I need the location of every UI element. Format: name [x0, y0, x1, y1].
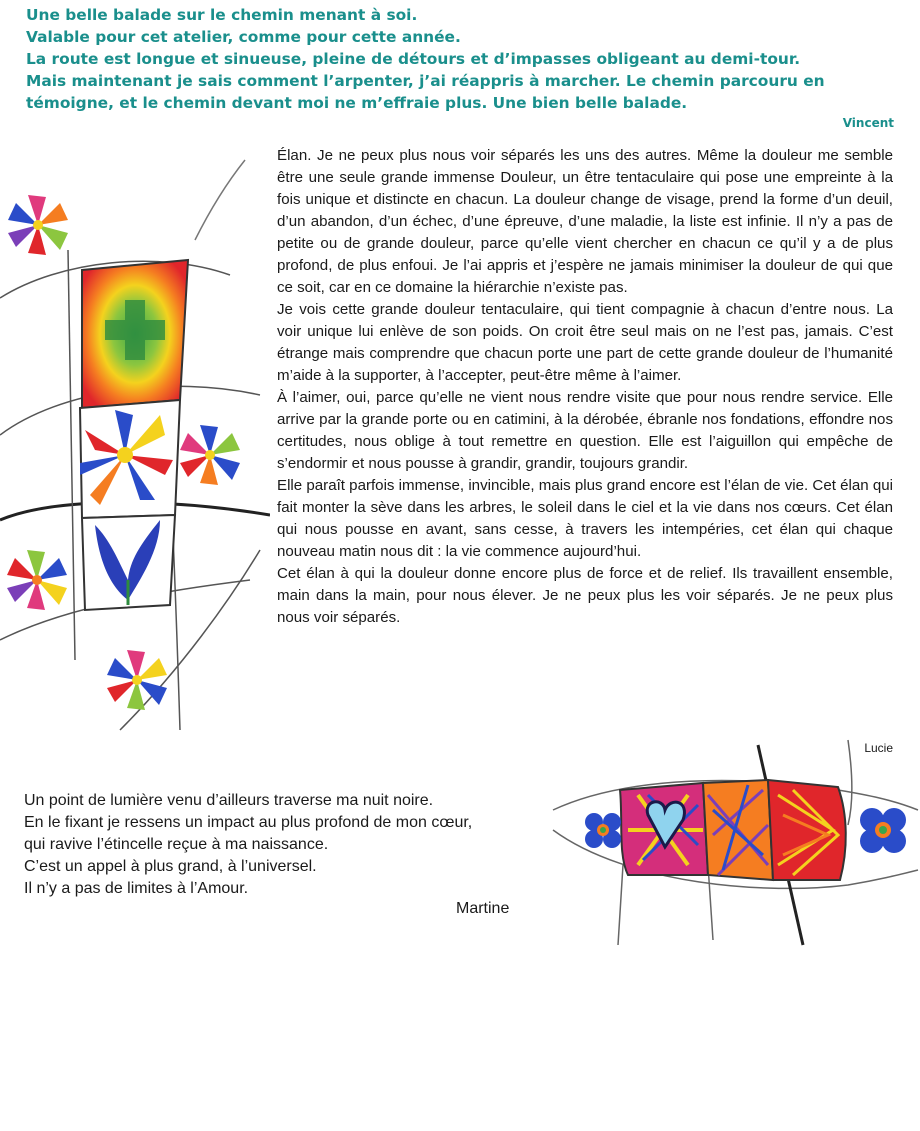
vincent-line: La route est longue et sinueuse, pleine de détours et d’impasses obligeant au demi-tour. [26, 50, 801, 68]
vincent-text [26, 4, 906, 114]
lucie-paragraph: Élan. Je ne peux plus nous voir séparés les uns des autres. Même la douleur me semble être une seule grande immense Douleur, un être tentaculaire qui pose une empreinte à la fois unique et distincte en chacun. La douleur change de visage, prend la forme d’un deuil, d’un abandon, d’un échec, d’une épreuve, d’une maladie, la liste est infinie. Il n’y a pas de petite ou de grande douleur, parce qu’elle vient chercher en chacun ce qu’il y a de plus profond, de plus enfoui. Je l’ai appris et j’espère ne jamais minimiser la douleur de qui que ce soit, car en ce domaine la hiérarchie n’existe pas. [277, 147, 893, 296]
heart-band-drawing [548, 735, 920, 950]
martine-line: C’est un appel à plus grand, à l’universel. [24, 858, 317, 875]
vincent-line: Mais maintenant je sais comment l’arpenter, j’ai réappris à marcher. Le chemin parcouru en témoigne, et le chemin devant moi ne m’effraie plus. Une bien belle balade. [26, 72, 825, 112]
martine-poem [24, 790, 584, 900]
lucie-paragraph: Cet élan à qui la douleur donne encore plus de force et de relief. Ils travaillent ensemble, main dans la main, pour nous élever. Je ne peux plus les voir séparés. Je ne peux plus nous voir séparés. [277, 565, 893, 626]
lucie-paragraph: À l’aimer, oui, parce qu’elle ne vient nous rendre visite que pour nous rendre service. Elle arrive par la grande porte ou en catimini, à la dérobée, ébranle nos fondations, effondre nos certitudes, nous oblige à tout remettre en question. Elle est l’aiguillon qui empêche de s’endormir et nous pousse à grandir, grandir, toujours grandir. [277, 389, 893, 472]
lucie-signature: Lucie [864, 741, 893, 755]
lucie-text [277, 145, 893, 629]
martine-line: qui ravive l’étincelle reçue à ma naissance. [24, 836, 329, 853]
lucie-paragraph: Elle paraît parfois immense, invincible, mais plus grand encore est l’élan de vie. Cet élan qui fait monter la sève dans les arbres, le soleil dans le ciel et la vie dans nos cœurs. Cet élan qui nous pousse en avant, sans cesse, à travers les intempéries, cet élan qui chaque nouveau matin nous dit : la vie commence aujourd’hui. [277, 477, 893, 560]
martine-line: Il n’y a pas de limites à l’Amour. [24, 880, 249, 897]
martine-line: Un point de lumière venu d’ailleurs traverse ma nuit noire. [24, 792, 434, 809]
martine-signature: Martine [456, 900, 510, 917]
flower-column-drawing [0, 150, 270, 740]
lucie-paragraph: Je vois cette grande douleur tentaculaire, qui tient compagnie à chacun d’entre nous. La voir unique lui enlève de son poids. On croit être seul mais on ne l’est pas, jamais. C’est étrange mais comprendre que chacun porte une part de cette grande douleur de l’humanité m’aide à la supporter, à l’accepter, peut-être même à l’aimer. [277, 301, 893, 384]
vincent-line: Une belle balade sur le chemin menant à soi. [26, 6, 418, 24]
vincent-signature: Vincent [842, 116, 894, 130]
martine-line: En le fixant je ressens un impact au plus profond de mon cœur, [24, 814, 473, 831]
vincent-line: Valable pour cet atelier, comme pour cette année. [26, 28, 461, 46]
